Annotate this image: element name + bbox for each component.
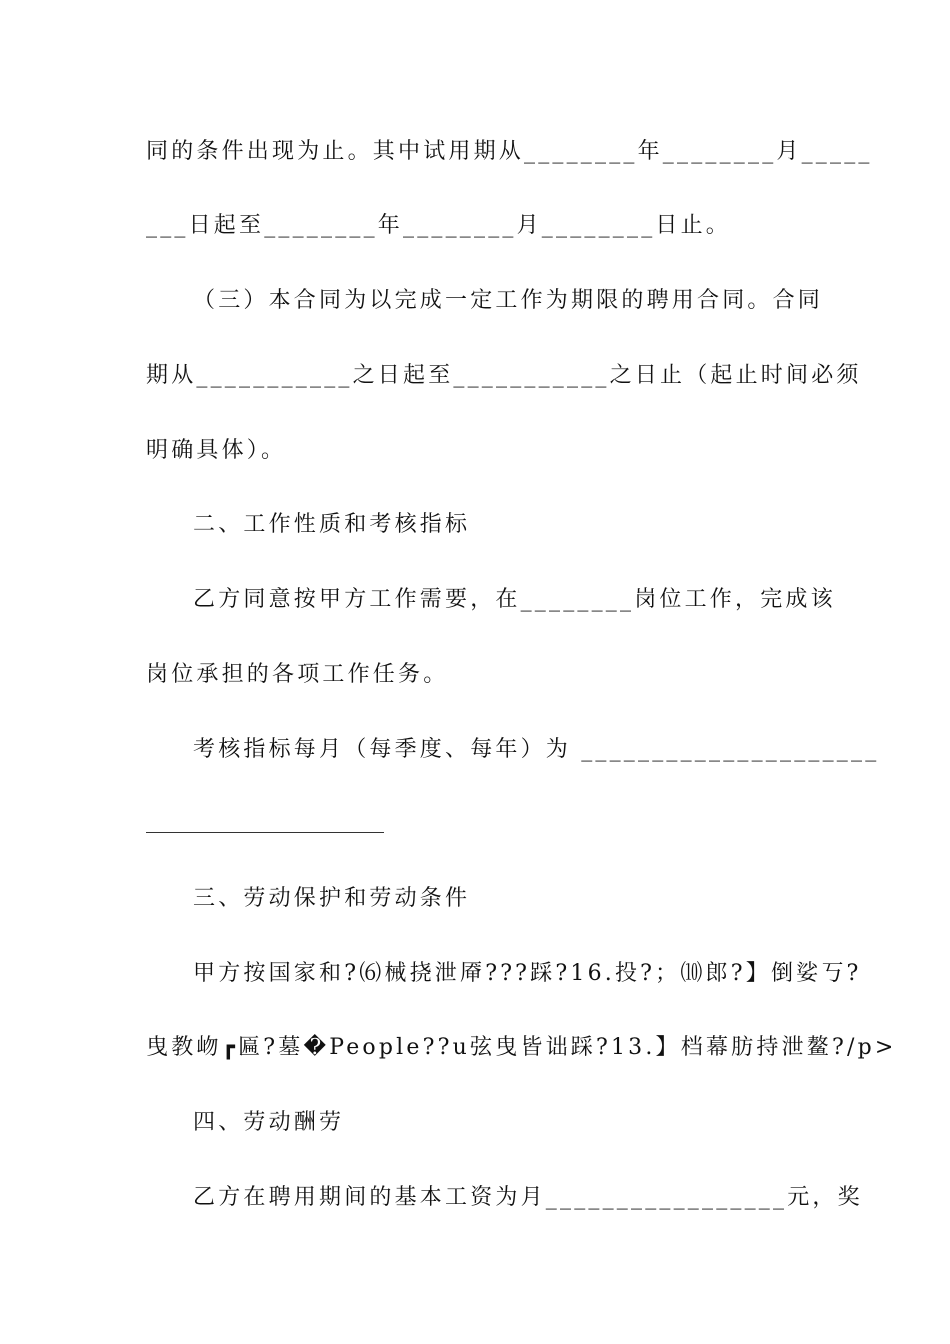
text-line-11: 甲方按国家和?⑹械挠泄厣???踩?16.投?；⑽郎?】倒娑丂?: [193, 961, 862, 986]
text-line-5: 明确具体）。: [146, 438, 287, 463]
text-line-4: 期从___________之日起至___________之日止（起止时间必须: [146, 363, 862, 388]
text-line-2: ___日起至________年________月________日止。: [146, 213, 732, 238]
text-line-8: 岗位承担的各项工作任务。: [146, 662, 449, 687]
section-heading-2: 二、工作性质和考核指标: [193, 512, 471, 537]
blank-underline: [146, 832, 384, 833]
text-line-7: 乙方同意按甲方工作需要，在________岗位工作，完成该: [193, 587, 836, 612]
text-line-1: 同的条件出现为止。其中试用期从________年________月_____: [146, 139, 873, 164]
text-line-9: 考核指标每月（每季度、每年）为 _____________________: [193, 737, 880, 762]
section-heading-4: 四、劳动酬劳: [193, 1110, 345, 1135]
text-line-3: （三）本合同为以完成一定工作为期限的聘用合同。合同: [193, 288, 824, 313]
text-line-14: 乙方在聘用期间的基本工资为月_________________元，奖: [193, 1185, 863, 1210]
text-line-12: 曳教岉┏匾?墓�People??u弦曳皆诎踩?13.】档幕肪持泄鳌?/p>: [146, 1035, 897, 1060]
section-heading-3: 三、劳动保护和劳动条件: [193, 886, 471, 911]
